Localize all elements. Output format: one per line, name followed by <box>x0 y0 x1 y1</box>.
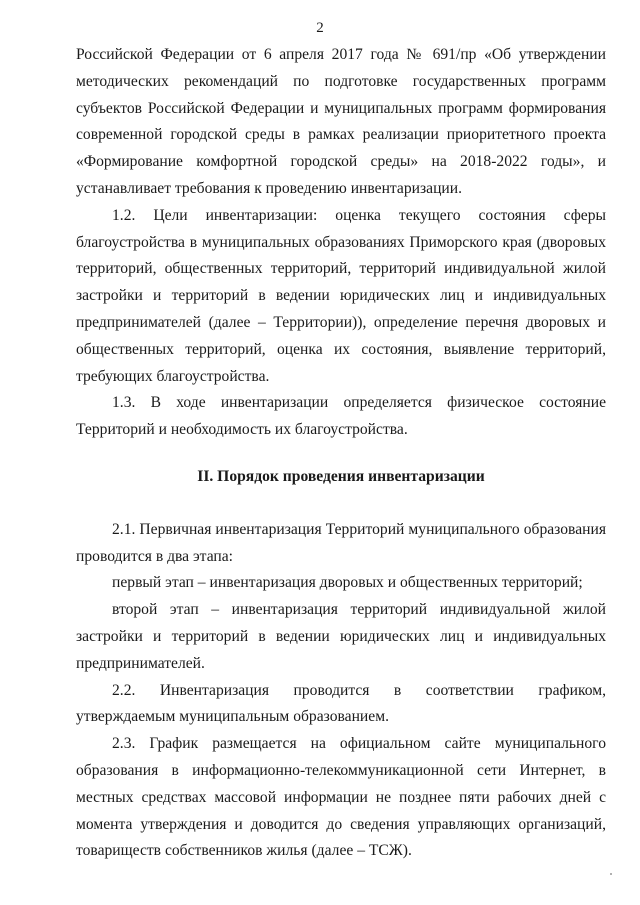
paragraph-2-1: 2.1. Первичная инвентаризация Территорий муниципального образования проводится в два этапа: <box>76 520 606 565</box>
paragraph-2-3: 2.3. График размещается на официальном сайте муниципального образования в информационно-телекоммуникационной сети Интернет, в местных средствах массовой информации не позднее пяти рабочих дней с момента утверждения и доводится до сведения управляющих организаций, товариществ собственников жилья (далее – ТСЖ). <box>76 735 606 860</box>
document-body <box>76 42 606 865</box>
section-heading: II. Порядок проведения инвентаризации <box>197 467 485 485</box>
paragraph-intro: Российской Федерации от 6 апреля 2017 года № 691/пр «Об утверждении методических рекомендаций по подготовке государственных программ субъектов Российской Федерации и муниципальных программ формирования современной городской среды в рамках реализации приоритетного проекта «Формирование комфортной городской среды» на 2018-2022 годы», и устанавливает требования к проведению инвентаризации. <box>76 46 606 197</box>
paragraph-2-2: 2.2. Инвентаризация проводится в соответствии графиком, утверждаемым муниципальным образованием. <box>76 681 606 726</box>
paragraph-stage-2: второй этап – инвентаризация территорий индивидуальной жилой застройки и территорий в ведении юридических лиц и индивидуальных предпринимателей. <box>76 601 606 672</box>
paragraph-1-3: 1.3. В ходе инвентаризации определяется физическое состояние Территорий и необходимость их благоустройства. <box>76 394 606 439</box>
scan-speck <box>610 873 612 875</box>
paragraph-1-2: 1.2. Цели инвентаризации: оценка текущего состояния сферы благоустройства в муниципальных образованиях Приморского края (дворовых территорий, общественных территорий, территорий индивидуальной жилой застройки и территорий в ведении юридических лиц и индивидуальных предпринимателей (далее – Территории)), определение перечня дворовых и общественных территорий, оценка их состояния, выявление территорий, требующих благоустройства. <box>76 206 606 385</box>
paragraph-stage-1: первый этап – инвентаризация дворовых и общественных территорий; <box>112 574 583 592</box>
page-number: 2 <box>316 20 324 36</box>
